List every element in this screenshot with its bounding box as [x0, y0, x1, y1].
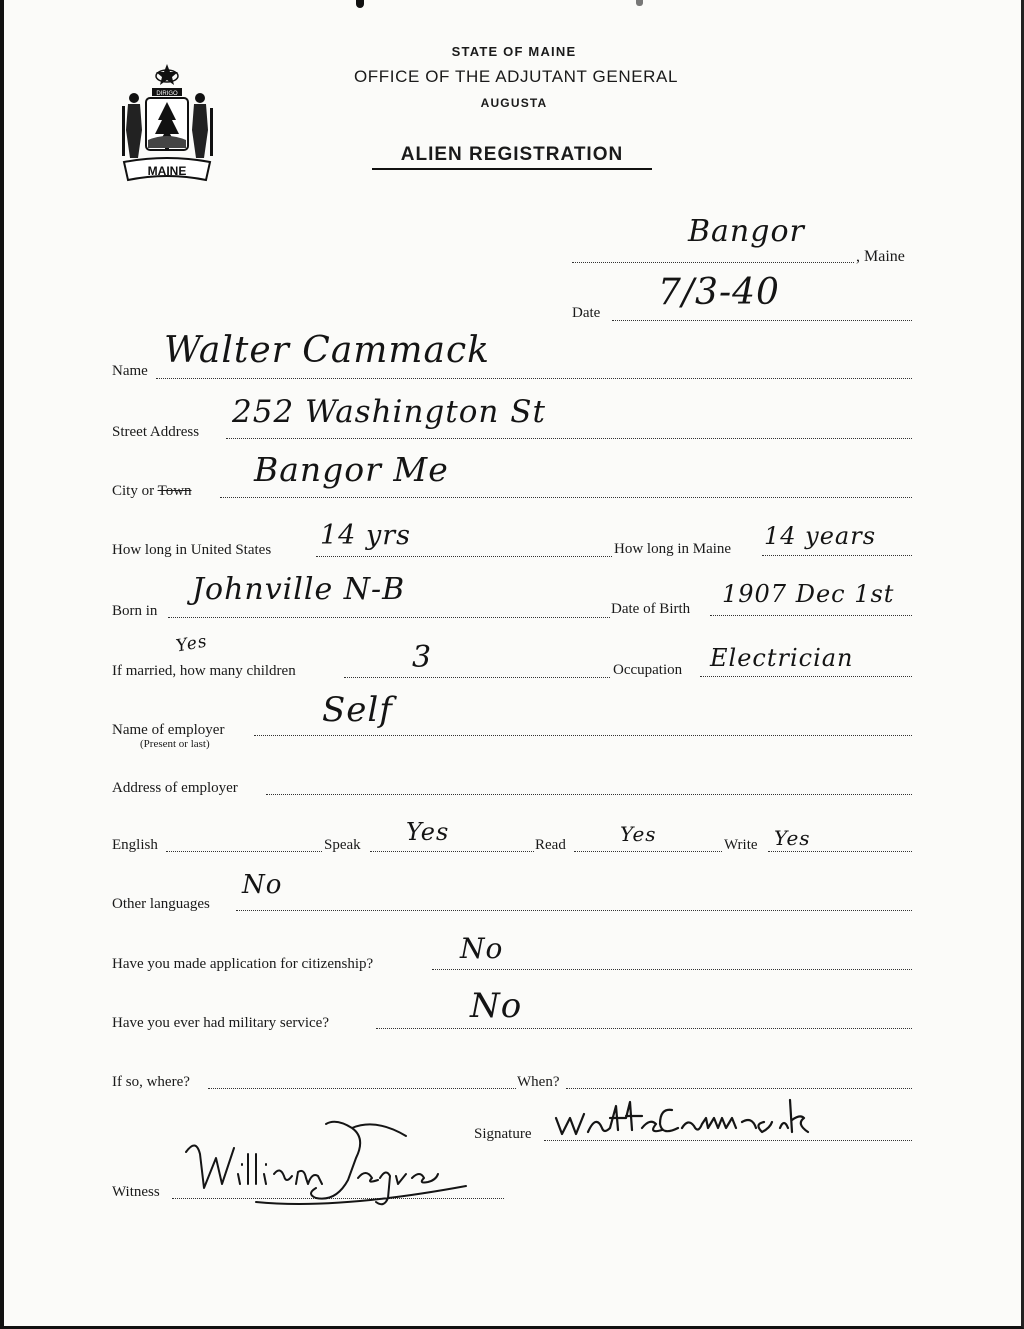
citizenship-value[interactable]: No [460, 932, 504, 965]
speak-line [370, 851, 534, 852]
date-value[interactable]: 7/3-40 [658, 272, 780, 313]
other-languages-line [236, 910, 912, 911]
name-label: Name [112, 363, 148, 379]
employer-line [254, 735, 912, 736]
children-line [344, 677, 610, 678]
military-label: Have you ever had military service? [112, 1015, 329, 1031]
svg-text:MAINE: MAINE [147, 164, 187, 178]
occupation-label: Occupation [613, 662, 683, 678]
name-line [156, 378, 912, 379]
witness-label: Witness [112, 1184, 160, 1200]
employer-sublabel: (Present or last) [140, 738, 210, 750]
read-line [574, 851, 722, 852]
date-label: Date [572, 305, 601, 321]
where-line [208, 1088, 516, 1089]
citizenship-line [432, 969, 912, 970]
when-label: When? [517, 1074, 560, 1090]
maine-duration-value[interactable]: 14 years [764, 522, 877, 550]
state-heading: STATE OF MAINE [451, 44, 577, 59]
write-value[interactable]: Yes [774, 826, 811, 850]
place-line [572, 262, 854, 263]
read-value[interactable]: Yes [620, 822, 657, 846]
place-value[interactable]: Bangor [688, 214, 805, 249]
maine-duration-line [762, 555, 912, 556]
speak-label: Speak [324, 837, 361, 853]
us-duration-value[interactable]: 14 yrs [320, 520, 411, 551]
signature-label: Signature [474, 1126, 532, 1142]
street-line [226, 438, 912, 439]
employer-address-label: Address of employer [112, 780, 238, 796]
other-languages-value[interactable]: No [242, 870, 283, 900]
form-title: ALIEN REGISTRATION [372, 144, 652, 170]
read-label: Read [535, 837, 566, 853]
name-value[interactable]: Walter Cammack [164, 330, 490, 371]
other-languages-label: Other languages [112, 896, 210, 912]
dob-line [710, 615, 912, 616]
us-duration-line [316, 556, 612, 557]
city-line [220, 497, 912, 498]
signature-handwriting[interactable] [552, 1088, 842, 1146]
date-line [612, 320, 912, 321]
children-label: If married, how many children [112, 663, 296, 679]
svg-text:DIRIGO: DIRIGO [156, 91, 178, 97]
write-label: Write [724, 837, 758, 853]
city-value[interactable]: Bangor Me [254, 450, 449, 489]
town-label-struck: Town [157, 483, 192, 499]
dob-value[interactable]: 1907 Dec 1st [722, 580, 895, 608]
punch-mark [636, 0, 643, 6]
city-label: City or Town [112, 483, 192, 499]
english-label: English [112, 837, 158, 853]
employer-label: Name of employer [112, 722, 225, 738]
military-value[interactable]: No [470, 986, 523, 1026]
city-heading: AUGUSTA [480, 96, 548, 110]
maine-label: , Maine [856, 248, 905, 265]
occupation-value[interactable]: Electrician [710, 644, 854, 672]
military-line [376, 1028, 912, 1029]
born-in-label: Born in [112, 603, 158, 619]
us-duration-label: How long in United States [112, 542, 272, 558]
children-value[interactable]: 3 [412, 640, 433, 675]
dob-label: Date of Birth [611, 601, 691, 617]
occupation-line [700, 676, 912, 677]
punch-mark [356, 0, 364, 8]
maine-duration-label: How long in Maine [614, 541, 732, 557]
born-in-value[interactable]: Johnville N-B [192, 572, 406, 607]
employer-value[interactable]: Self [322, 690, 393, 730]
write-line [768, 851, 912, 852]
street-value[interactable]: 252 Washington St [232, 394, 546, 430]
speak-value[interactable]: Yes [406, 818, 450, 846]
witness-handwriting[interactable] [176, 1118, 476, 1214]
where-label: If so, where? [112, 1074, 190, 1090]
office-heading: OFFICE OF THE ADJUTANT GENERAL [353, 67, 679, 86]
street-label: Street Address [112, 424, 200, 440]
english-line [166, 851, 322, 852]
born-in-line [168, 617, 610, 618]
married-note[interactable]: Yes [174, 631, 210, 657]
employer-address-line [266, 794, 912, 795]
citizenship-label: Have you made application for citizenship? [112, 956, 374, 972]
